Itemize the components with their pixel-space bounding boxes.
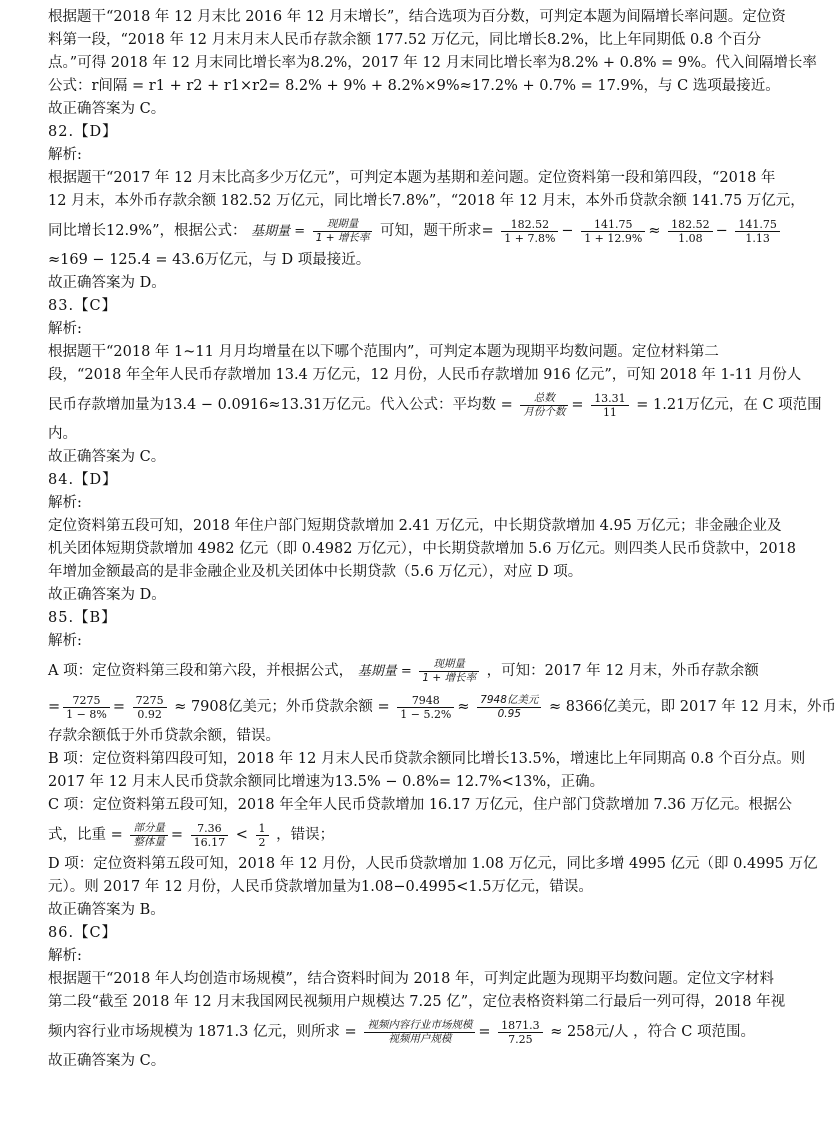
question-heading: 84.【D】 — [48, 472, 118, 488]
text-line: 故正确答案为 C。 — [48, 101, 166, 117]
answer-line: 故正确答案为 B。 — [48, 902, 165, 918]
text-line: 2017 年 12 月末人民币贷款余额同比增速为13.5% − 0.8%= 12.7%<13%，正确。 — [48, 774, 605, 790]
fraction: $\frac{\text{7948亿美元}}{0.95}$ — [477, 694, 541, 721]
fraction: $\frac{13.31}{11}$ — [591, 392, 629, 419]
text-line: D 项：定位资料第五段可知，2018 年 12 月份，人民币贷款增加 1.08 万亿元，同比多增 4995 亿元（即 0.4995 万亿 — [48, 856, 818, 872]
text-line: 根据题干“2017 年 12 月末比高多少万亿元”，可判定本题为基期和差问题。定位资料第一段和第四段，“2018 年 — [48, 170, 776, 186]
answer-line: 故正确答案为 C。 — [48, 449, 166, 465]
fraction: $\frac{7275}{0.92}$ — [133, 694, 167, 721]
question-heading: 86.【C】 — [48, 925, 118, 941]
answer-line: 故正确答案为 C。 — [48, 1053, 166, 1069]
text-line: 根据题干“2018 年人均创造市场规模”，结合资料时间为 2018 年，可判定此题为现期平均数问题。定位文字材料 — [48, 971, 774, 987]
text-line: 年增加金额最高的是非金融企业及机关团体中长期贷款（5.6 万亿元），对应 D 项。 — [48, 564, 583, 580]
fraction: $\frac{182.52}{1.08}$ — [668, 218, 713, 245]
text-line: C 项：定位资料第五段可知，2018 年全年人民币贷款增加 16.17 万亿元，住户部门贷款增加 7.36 万亿元。根据公 — [48, 797, 792, 813]
fraction: $\frac{7275}{1 - 8\%}$ — [63, 694, 110, 721]
analysis-label: 解析: — [48, 321, 82, 337]
text-line: ≈169 − 125.4 = 43.6万亿元，与 D 项最接近。 — [48, 252, 371, 268]
text-line: 根据题干“2018 年 12 月末比 2016 年 12 月末增长”，结合选项为百分数，可判定本题为间隔增长率问题。定位资 — [48, 9, 786, 25]
fraction: $\frac{1}{2}$ — [256, 822, 269, 849]
fraction: $\frac{7948}{1 - 5.2\%}$ — [397, 694, 454, 721]
text-line: 段，“2018 年全年人民币存款增加 13.4 万亿元，12 月份，人民币存款增加 916 亿元”，可知 2018 年 1-11 月份人 — [48, 367, 802, 383]
text-line: 机关团体短期贷款增加 4982 亿元（即 0.4982 万亿元），中长期贷款增加 5.6 万亿元。则四类人民币贷款中，2018 — [48, 541, 796, 557]
fraction: $\frac{141.75}{1 + 12.9\%}$ — [581, 218, 645, 245]
text-line: 存款余额低于外币贷款余额，错误。 — [48, 728, 280, 744]
document-page — [48, 6, 836, 1073]
fraction: $\frac{\text{部分量}}{\text{整体量}}$ — [130, 822, 168, 849]
formula-line: 同比增长12.9%”，根据公式： 基期量 = $\frac{\text{现期量}}{\text{1 + 增长率}}$ 可知，题干所求= $\frac{182.52}{1 + 7.8\%}$ − $\frac{141.75}{1 + 12.9\%}$ ≈ $\frac{182.52}{1.08}$ − $\frac{141.75}{1.13}$ — [48, 213, 768, 249]
text-line: 料第一段，“2018 年 12 月末月末人民币存款余额 177.52 万亿元，同比增长8.2%，比上年同期低 0.8 个百分 — [48, 32, 762, 48]
formula-line: = $\frac{7275}{1 - 8\%}$ = $\frac{7275}{0.92}$ ≈ 7908亿美元；外币贷款余额 = $\frac{7948}{1 - 5.2\%}$ ≈ $\frac{\text{7948亿美元}}{0.95}$ ≈ 8366亿美元，即 2017 年 12 月末，外币 — [48, 693, 836, 721]
question-heading: 85.【B】 — [48, 610, 117, 626]
formula-line: A 项：定位资料第三段和第六段，并根据公式， 基期量 = $\frac{\text{现期量}}{\text{1 + 增长率}}$ ，可知：2017 年 12 月末，外币存款余额 — [48, 657, 759, 684]
fraction: $\frac{\text{现期量}}{\text{1 + 增长率}}$ — [419, 658, 479, 685]
fraction: $\frac{141.75}{1.13}$ — [735, 218, 780, 245]
text-line: 元）。则 2017 年 12 月份，人民币贷款增加量为1.08−0.4995<1.5万亿元，错误。 — [48, 879, 593, 895]
analysis-label: 解析: — [48, 633, 82, 649]
text-line: 第二段“截至 2018 年 12 月末我国网民视频用户规模达 7.25 亿”，定位表格资料第二行最后一列可得，2018 年视 — [48, 994, 786, 1010]
formula-line: 式，比重 = $\frac{\text{部分量}}{\text{整体量}}$ = $\frac{7.36}{16.17}$ < $\frac{1}{2}$ ，错误； — [48, 821, 335, 849]
formula-line: 频内容行业市场规模为 1871.3 亿元，则所求 = $\frac{\text{视频内容行业市场规模}}{\text{视频用户规模}}$ = $\frac{1871.3}{7.25}$ ≈ 258元/人 ，符合 C 项范围。 — [48, 1018, 755, 1046]
formula-line: 民币存款增加量为13.4 − 0.0916≈13.31万亿元。代入公式：平均数 = $\frac{\text{总数}}{\text{月份个数}}$ = $\frac{13.31}{11}$ = 1.21万亿元，在 C 项范围 — [48, 391, 822, 419]
answer-line: 故正确答案为 D。 — [48, 275, 166, 291]
answer-line: 故正确答案为 D。 — [48, 587, 166, 603]
analysis-label: 解析: — [48, 147, 82, 163]
text-line: 根据题干“2018 年 1~11 月月均增量在以下哪个范围内”，可判定本题为现期平均数问题。定位材料第二 — [48, 344, 719, 360]
fraction: $\frac{7.36}{16.17}$ — [191, 822, 229, 849]
text-line: 内。 — [48, 426, 77, 442]
fraction: $\frac{1871.3}{7.25}$ — [498, 1019, 543, 1046]
text-line: 定位资料第五段可知，2018 年住户部门短期贷款增加 2.41 万亿元，中长期贷款增加 4.95 万亿元；非金融企业及 — [48, 518, 782, 534]
fraction: $\frac{\text{视频内容行业市场规模}}{\text{视频用户规模}}$ — [364, 1019, 475, 1046]
text-line: B 项：定位资料第四段可知，2018 年 12 月末人民币贷款余额同比增长13.5%，增速比上年同期高 0.8 个百分点。则 — [48, 751, 806, 767]
fraction: $\frac{\text{总数}}{\text{月份个数}}$ — [520, 392, 568, 419]
question-heading: 82.【D】 — [48, 124, 118, 140]
analysis-label: 解析: — [48, 948, 82, 964]
text-line: 点。”可得 2018 年 12 月末同比增长率为8.2%，2017 年 12 月末同比增长率为8.2% + 0.8% = 9%。代入间隔增长率 — [48, 55, 817, 71]
fraction: $\frac{\text{现期量}}{\text{1 + 增长率}}$ — [313, 218, 373, 245]
text-line: 公式：r间隔 = r1 + r2 + r1×r2= 8.2% + 9% + 8.2%×9%≈17.2% + 0.7% = 17.9%，与 C 选项最接近。 — [48, 78, 780, 94]
fraction: $\frac{182.52}{1 + 7.8\%}$ — [501, 218, 558, 245]
analysis-label: 解析: — [48, 495, 82, 511]
question-heading: 83.【C】 — [48, 298, 118, 314]
text-line: 12 月末，本外币存款余额 182.52 万亿元，同比增长7.8%”，“2018 年 12 月末，本外币贷款余额 141.75 万亿元， — [48, 193, 805, 209]
